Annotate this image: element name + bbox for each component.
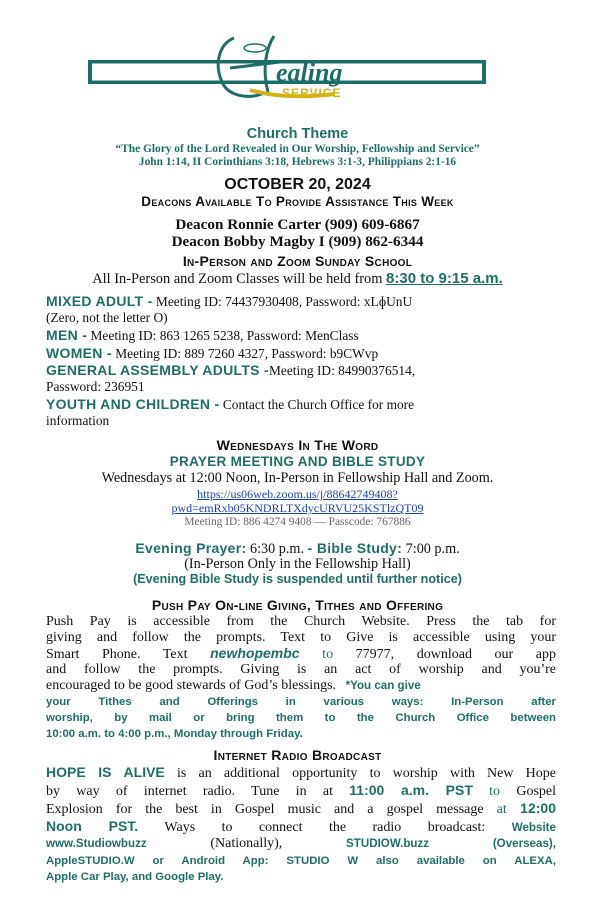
class-men: MEN - Meeting ID: 863 1265 5238, Password: MenClass	[46, 327, 359, 343]
class-time: 8:30 to 9:15 a.m.	[386, 270, 503, 287]
class-general-assembly-password: Password: 236951	[46, 379, 145, 394]
radio-line-3: Explosion for the best in Gospel music and a gospel message at 12:00	[46, 800, 556, 817]
logo-word: ealing	[276, 58, 343, 87]
class-general-assembly: GENERAL ASSEMBLY ADULTS -Meeting ID: 84990376514,	[46, 362, 416, 378]
radio-line-4: Noon PST. Ways to connect the radio broadcast: Website	[46, 818, 556, 835]
radio-line-6: AppleSTUDIO.W or Android App: STUDIO W also available on ALEXA,	[46, 855, 556, 867]
deacons-heading: Deacons Available To Provide Assistance This Week	[141, 194, 454, 209]
wednesday-heading: Wednesdays In The Word	[216, 437, 379, 453]
wednesday-meeting-id: Meeting ID: 886 4274 9408 — Passcode: 767886	[184, 516, 411, 528]
class-youth: YOUTH AND CHILDREN - Contact the Church Office for more	[46, 396, 415, 412]
class-women: WOMEN - Meeting ID: 889 7260 4327, Password: b9CWvp	[46, 345, 379, 361]
radio-line-1: HOPE IS ALIVE is an additional opportunity to worship with New Hope	[46, 764, 556, 781]
logo	[84, 34, 504, 104]
radio-line-7: Apple Car Play, and Google Play.	[46, 871, 224, 883]
bible-study-suspended: (Evening Bible Study is suspended until further notice)	[133, 572, 462, 586]
logo-sub: SERVICE	[282, 86, 342, 100]
sunday-school-heading: In-Person and Zoom Sunday School	[182, 253, 413, 269]
wednesday-line: Wednesdays at 12:00 Noon, In-Person in Fellowship Hall and Zoom.	[101, 470, 494, 486]
theme-refs: John 1:14, II Corinthians 3:18, Hebrews 3:1-3, Philippians 2:1-16	[138, 156, 457, 168]
radio-line-2: by way of internet radio. Tune in at 11:00 a.m. PST to Gospel	[46, 782, 557, 799]
theme-heading: Church Theme	[246, 126, 349, 142]
sunday-school-intro	[0, 270, 595, 288]
theme-quote: “The Glory of the Lord Revealed in Our Worship, Fellowship and Service”	[115, 143, 480, 155]
giving-bold-3: 10:00 a.m. to 4:00 p.m., Monday through Friday.	[46, 728, 303, 740]
deacon-2: Deacon Bobby Magby I (909) 862-6344	[171, 233, 424, 250]
giving-line-2: giving and follow the prompts. Text to Give is accessible using your	[46, 630, 556, 645]
deacon-1: Deacon Ronnie Carter (909) 609-6867	[175, 216, 420, 233]
class-mixed-adult-note: (Zero, not the letter O)	[46, 310, 168, 325]
wednesday-sub: PRAYER MEETING AND BIBLE STUDY	[169, 454, 426, 469]
giving-bold-1: your Tithes and Offerings in various ways: In-Person after	[46, 696, 556, 708]
giving-line-4: and follow the prompts. Giving is an act of worship and you’re	[46, 662, 556, 677]
zoom-link[interactable]	[0, 487, 595, 515]
bulletin-date: OCTOBER 20, 2024	[224, 176, 371, 193]
zoom-link-line-1[interactable]: https://us06web.zoom.us/j/88642749408?	[197, 487, 398, 501]
giving-heading: Push Pay On-line Giving, Tithes and Offering	[151, 597, 444, 613]
evening-note: (In-Person Only in the Fellowship Hall)	[184, 556, 411, 572]
giving-line-3: Smart Phone. Text newhopembc to 77977, download our app	[46, 645, 557, 662]
giving-bold-2: worship, by mail or bring them to the Church Office between	[46, 712, 556, 724]
intro-text: All In-Person and Zoom Classes will be held from	[92, 271, 383, 287]
class-mixed-adult: MIXED ADULT - Meeting ID: 74437930408, Password: xLɸUnU	[46, 293, 413, 309]
giving-line-1: Push Pay is accessible from the Church Website. Press the tab for	[46, 614, 556, 629]
radio-heading: Internet Radio Broadcast	[213, 747, 382, 763]
radio-line-5: www.Studiowbuzz (Nationally), STUDIOW.buzz (Overseas),	[46, 836, 556, 851]
class-youth-note: information	[46, 413, 110, 428]
evening-schedule: Evening Prayer: 6:30 p.m. - Bible Study: 7:00 p.m.	[135, 540, 460, 557]
zoom-link-line-2[interactable]: pwd=emRxb05KNDRLTXdycURVU25KSTlzQT09	[171, 501, 424, 515]
giving-line-5: encouraged to be good stewards of God’s blessings. *You can give	[46, 678, 421, 693]
